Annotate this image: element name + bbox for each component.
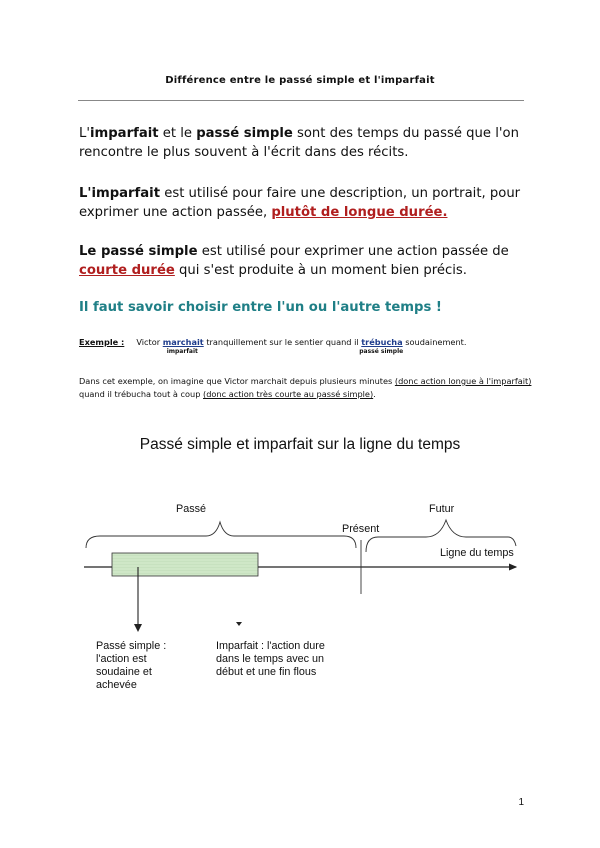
intro-passe-simple: passé simple bbox=[196, 126, 293, 141]
diagram-title: Passé simple et imparfait sur la ligne du temps bbox=[139, 436, 461, 453]
label-ligne-du-temps: Ligne du temps bbox=[440, 547, 514, 559]
example-verb-imparfait: marchait bbox=[162, 337, 204, 347]
intro-text-2: et le bbox=[158, 126, 197, 141]
explanation-text-1: Dans cet exemple, on imagine que Victor marchait depuis plusieurs minutes bbox=[79, 376, 395, 386]
note-passe-simple: passé simple bbox=[359, 348, 404, 355]
imparfait-caption-line-3: début et une fin flous bbox=[216, 666, 317, 678]
passe-simple-text-2: qui s'est produite à un moment bien précis. bbox=[174, 263, 467, 278]
label-futur: Futur bbox=[429, 503, 455, 515]
passe-simple-term: Le passé simple bbox=[79, 244, 198, 259]
example-text-2: tranquillement sur le sentier quand il bbox=[203, 337, 362, 347]
passe-simple-arrowhead-icon bbox=[134, 624, 142, 632]
passe-simple-caption-line-2: l'action est bbox=[96, 653, 147, 665]
imparfait-caption bbox=[216, 640, 325, 679]
example-label: Exemple : bbox=[79, 337, 125, 347]
passe-simple-caption-line-3: soudaine et bbox=[96, 666, 152, 678]
imparfait-marker-icon bbox=[236, 622, 242, 626]
label-passe: Passé bbox=[176, 503, 207, 515]
passe-simple-caption-line-1: Passé simple : bbox=[96, 640, 167, 652]
explanation-text-2: quand il trébucha tout à coup bbox=[79, 389, 204, 399]
explanation-text-3: . bbox=[373, 389, 376, 399]
passe-simple-caption-line-4: achevée bbox=[96, 679, 137, 691]
label-present: Présent bbox=[342, 523, 380, 535]
advice-heading: Il faut savoir choisir entre l'un ou l'autre temps ! bbox=[79, 300, 442, 315]
example-text-3: soudainement. bbox=[402, 337, 467, 347]
passe-simple-highlight: courte durée bbox=[79, 263, 175, 278]
imparfait-term: L'imparfait bbox=[79, 186, 161, 201]
imparfait-bar bbox=[112, 553, 258, 576]
page-title: Différence entre le passé simple et l'imparfait bbox=[165, 75, 435, 86]
passe-simple-text-1: est utilisé pour exprimer une action passée de bbox=[197, 244, 509, 259]
intro-text-1: L' bbox=[79, 126, 90, 141]
imparfait-caption-line-2: dans le temps avec un bbox=[216, 653, 325, 665]
passe-brace bbox=[86, 522, 356, 548]
imparfait-highlight: plutôt de longue durée. bbox=[271, 205, 448, 220]
example-verb-passe-simple: trébucha bbox=[361, 337, 403, 347]
page-number: 1 bbox=[518, 797, 524, 808]
imparfait-caption-line-1: Imparfait : l'action dure bbox=[216, 640, 325, 652]
passe-simple-caption bbox=[96, 640, 166, 692]
intro-imparfait: imparfait bbox=[89, 126, 159, 141]
explanation-short-action: (donc action très courte au passé simple) bbox=[203, 389, 374, 399]
intro-text-3: sont des temps du passé que l'on rencontre le plus souvent à l'écrit dans des récits. bbox=[79, 126, 519, 160]
explanation-long-action: (donc action longue à l'imparfait) bbox=[394, 376, 532, 386]
example-text-1: Victor bbox=[136, 337, 163, 347]
imparfait-text: est utilisé pour faire une description, un portrait, pour exprimer une action passée, bbox=[79, 186, 521, 220]
note-imparfait: imparfait bbox=[166, 348, 198, 355]
